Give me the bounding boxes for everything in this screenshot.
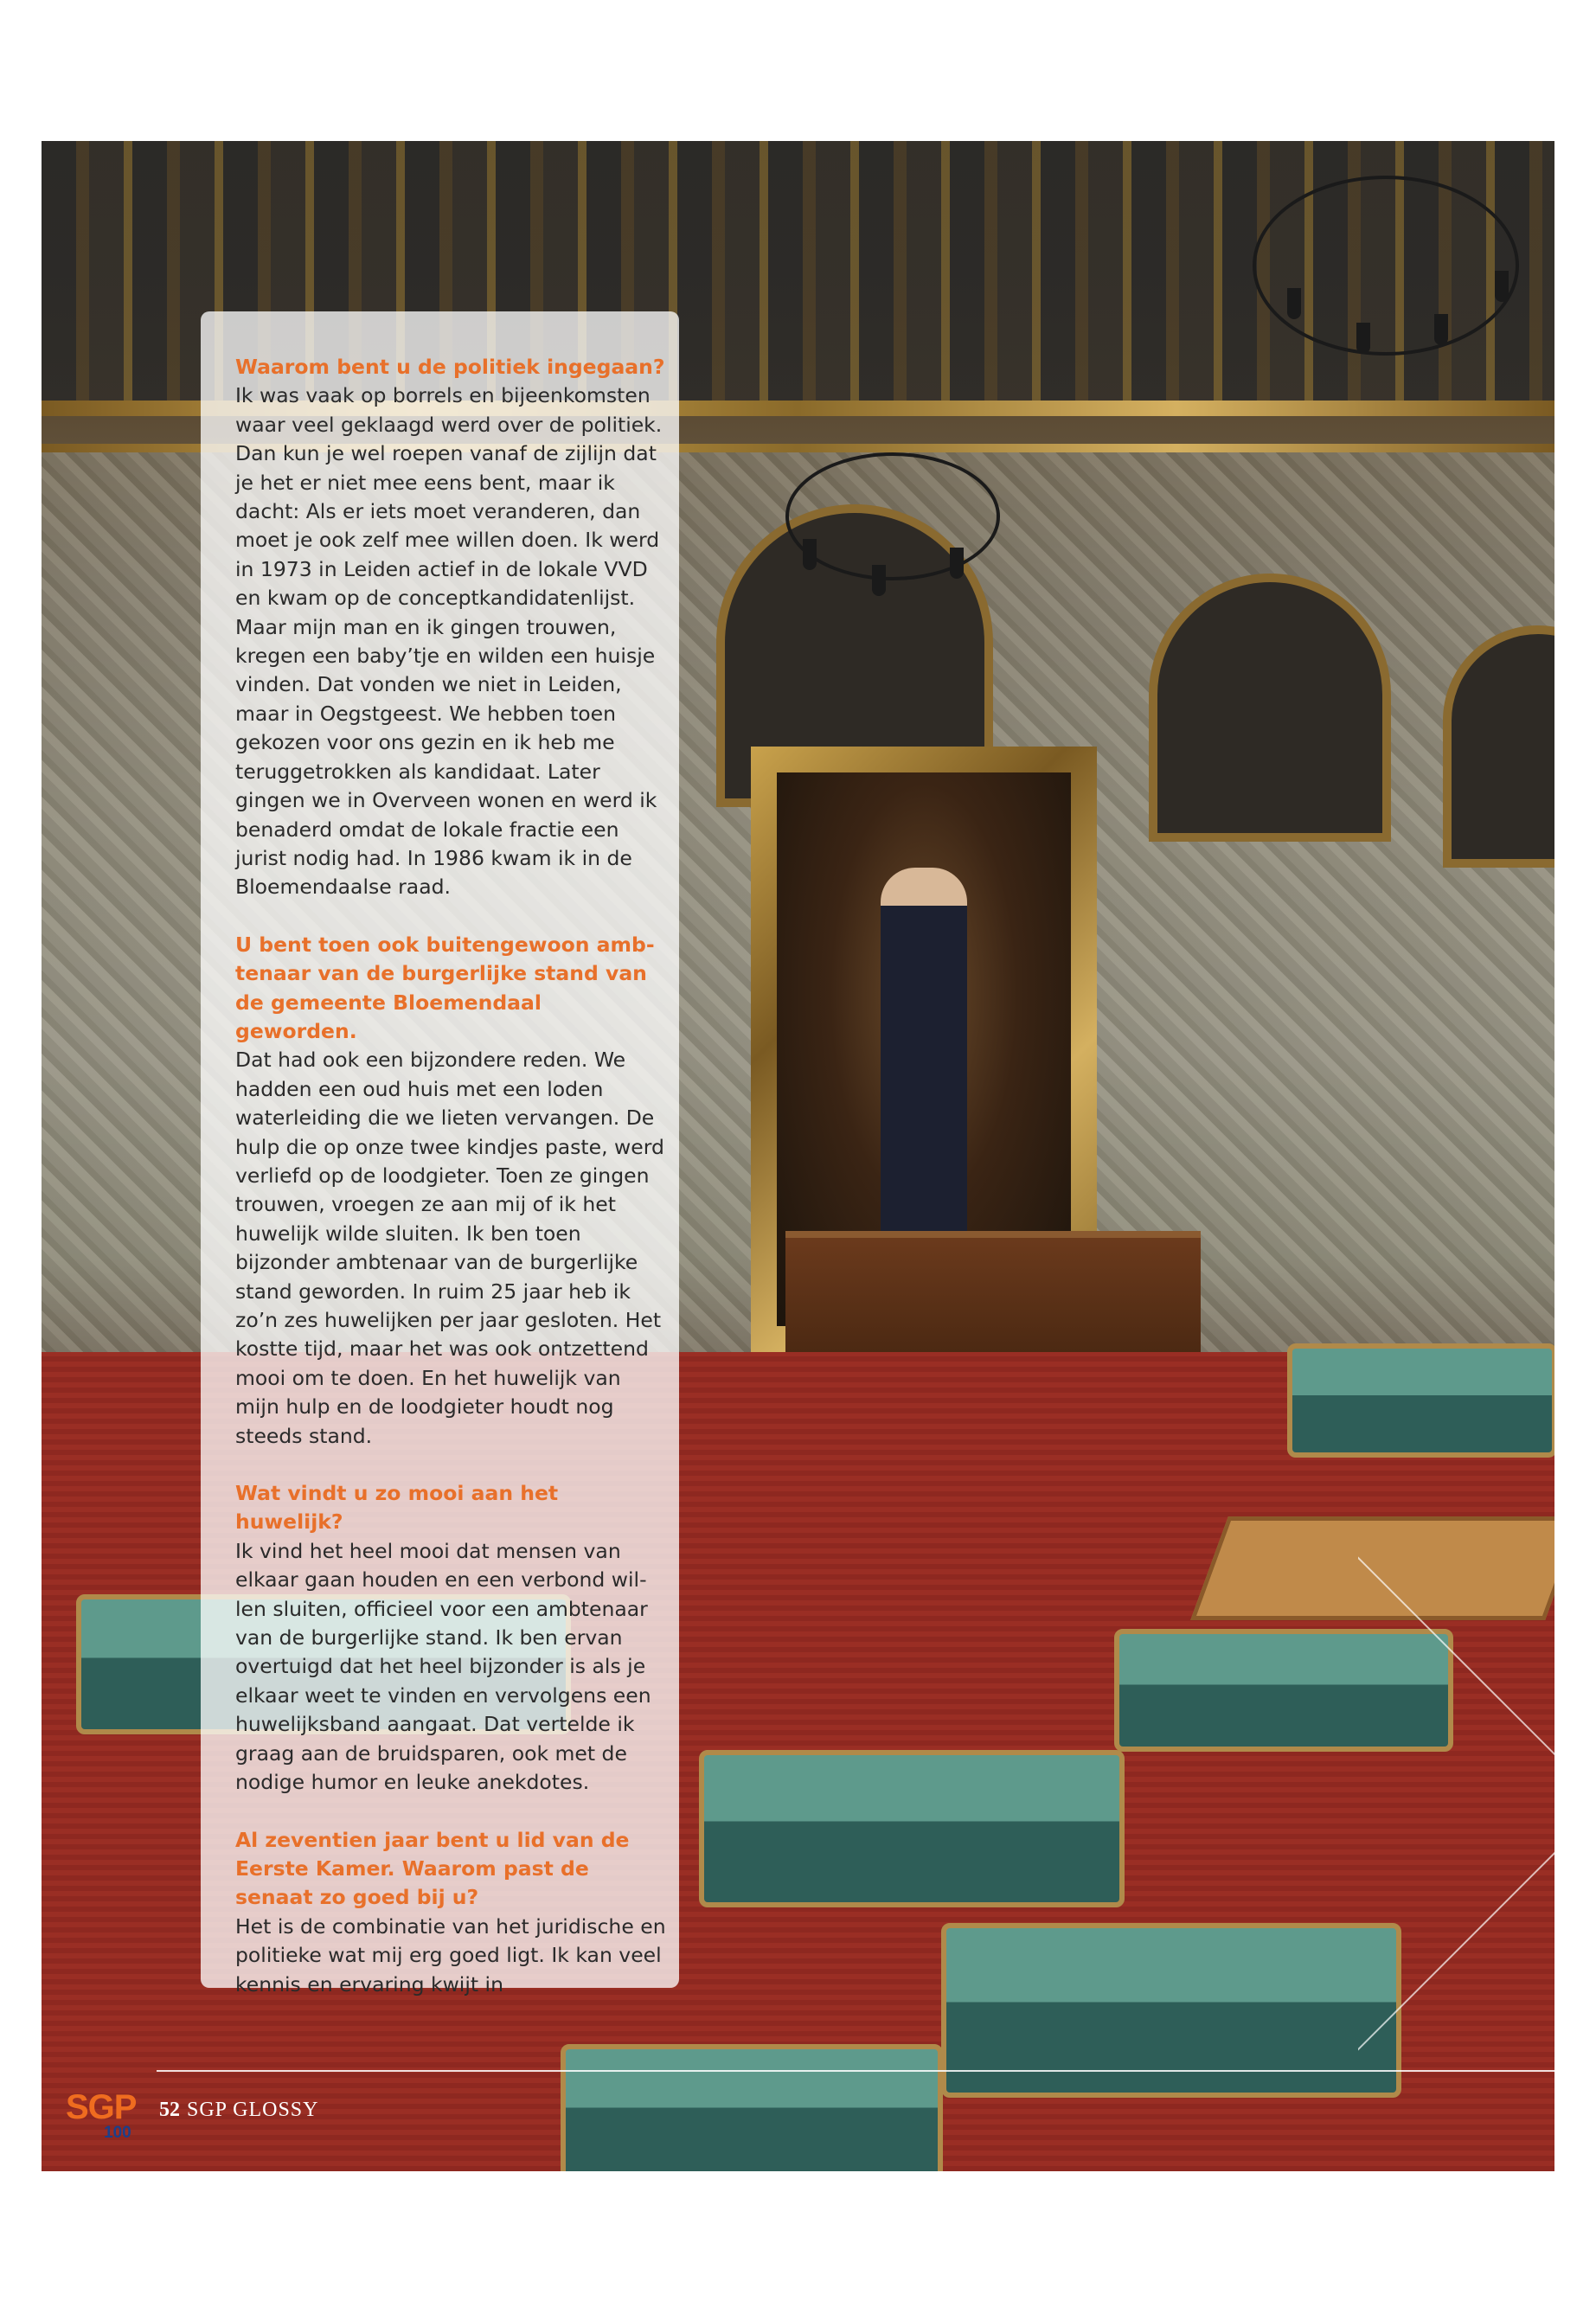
sgp-100-logo [66,2090,149,2142]
portrait-figure [881,868,967,1248]
chandelier [1253,176,1519,356]
article-body [235,353,668,1999]
chandelier [785,452,1000,580]
wall-arch [1149,574,1391,842]
answer-paragraph: Het is de combinatie van het juridische en politieke wat mij erg goed ligt. Ik kan veel kennis en ervaring kwijt in [235,1913,666,1997]
lamp [1495,271,1509,302]
lamp [1356,323,1370,354]
page-number: 52 [159,2099,180,2121]
lamp [1434,314,1448,345]
logo-number: 100 [104,2124,131,2142]
question-heading: Al zeventien jaar bent u lid van de Eerste Kamer. Waarom past de senaat zo goed bij u? [235,1827,630,1910]
footer-divider [157,2070,1554,2072]
magazine-title: SGP GLOSSY [187,2099,319,2121]
lamp [1287,288,1301,319]
lamp [803,539,817,570]
lamp [950,548,964,579]
presidium-desk [785,1231,1201,1359]
question-heading: U bent toen ook buitengewoon ambtenaar van de burgerlijke stand van de gemeente Bloemendaal geworden. [235,932,655,1043]
senate-bench [1287,1343,1554,1458]
logo-text: SGP [66,2088,137,2126]
answer-paragraph: Ik was vaak op borrels en bijeenkomsten waar veel geklaagd werd over de politiek. Dan kun je wel roepen vanaf de zijlijn dat je het er niet mee eens bent, maar ik dacht: Als er iets moet veranderen, dan moet je ook zelf mee willen doen. Ik werd in 1973 in Leiden actief in de lokale VVD en kwam op de conceptkandidatenlijst. Maar mijn man en ik gingen trouwen, kregen een baby’tje en wilden een huisje vinden. Dat vonden we niet in Leiden, maar in Oegstgeest. We hebben toen gekozen voor ons gezin en ik heb me teruggetrokken als kandidaat. Later gingen we in Overveen wonen en werd ik benaderd omdat de lokale fractie een jurist nodig had. In 1986 kwam ik in de Bloemendaalse raad. [235,383,663,900]
senate-bench [699,1750,1125,1907]
answer-paragraph: Ik vind het heel mooi dat mensen van elkaar gaan houden en een verbond willen sluiten, officieel voor een ambtenaar van de burgerlijke stand. Ik ben ervan overtuigd dat het heel bijzonder is als je elkaar weet te vinden en vervolgens een huwelijksband aangaat. Dat vertelde ik graag aan de bruidsparen, ook met de nodige humor en leuke anekdotes. [235,1538,651,1795]
question-heading: Wat vindt u zo mooi aan het huwelijk? [235,1481,559,1535]
senate-bench [561,2044,943,2171]
answer-paragraph: Dat had ook een bijzondere reden. We hadden een oud huis met een loden waterleiding die we lieten vervangen. De hulp die op onze twee kindjes paste, werd verliefd op de loodgieter. Toen ze gingen trouwen, vroegen ze aan mij of ik het huwelijk wilde sluiten. Ik ben toen bijzonder ambtenaar van de burgerlijke stand geworden. In ruim 25 jaar heb ik zo’n zes huwelijken per jaar gesloten. Het kostte tijd, maar het was ook ontzettend mooi om te doen. En het huwelijk van mijn hulp en de loodgieter houdt nog steeds stand. [235,1048,664,1448]
lamp [872,565,886,596]
question-heading: Waarom bent u de politiek ingegaan? [235,355,665,379]
